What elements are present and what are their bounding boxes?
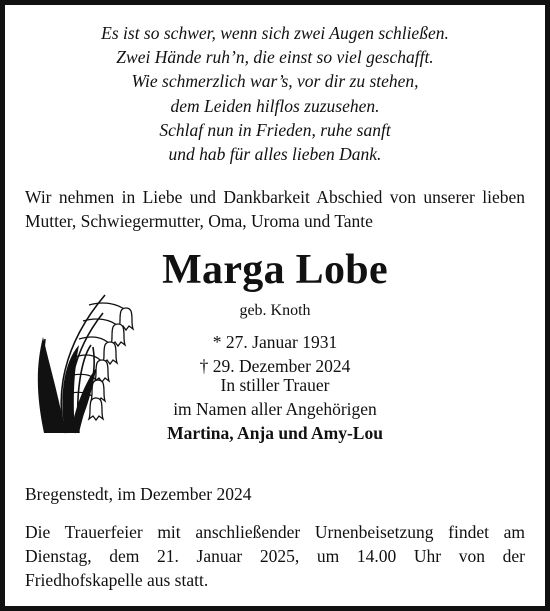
mourners-names: Martina, Anja und Amy-Lou: [167, 423, 383, 443]
mourning-line-1: In stiller Trauer: [220, 375, 330, 395]
death-date: † 29. Dezember 2024: [199, 356, 351, 376]
lily-of-the-valley-icon: [31, 287, 153, 435]
poem-line: und hab für alles lieben Dank.: [168, 144, 382, 165]
poem-line: Zwei Hände ruh’n, die einst so viel geschafft.: [116, 47, 434, 68]
funeral-info: Die Trauerfeier mit anschließender Urnenbeisetzung findet am Dienstag, dem 21. Januar 2025, um 14.00 Uhr von der Friedhofskapelle aus statt.: [25, 522, 525, 590]
mourning-line-2: im Namen aller Angehörigen: [173, 399, 377, 419]
poem-line: dem Leiden hilflos zuzusehen.: [170, 95, 380, 116]
place-and-date: Bregenstedt, im Dezember 2024: [25, 484, 252, 504]
deceased-name: Marga Lobe: [162, 247, 388, 293]
intro-text: Wir nehmen in Liebe und Dankbarkeit Abschied von unserer lieben Mutter, Schwiegermutter, Oma, Uroma und Tante: [25, 187, 525, 231]
poem-line: Wie schmerzlich war’s, vor dir zu stehen,: [131, 71, 419, 92]
poem: [5, 21, 545, 166]
birth-date: * 27. Januar 1931: [212, 332, 338, 352]
poem-line: Schlaf nun in Frieden, ruhe sanft: [159, 119, 391, 140]
birth-name: geb. Knoth: [239, 302, 311, 319]
poem-line: Es ist so schwer, wenn sich zwei Augen schließen.: [101, 23, 449, 43]
